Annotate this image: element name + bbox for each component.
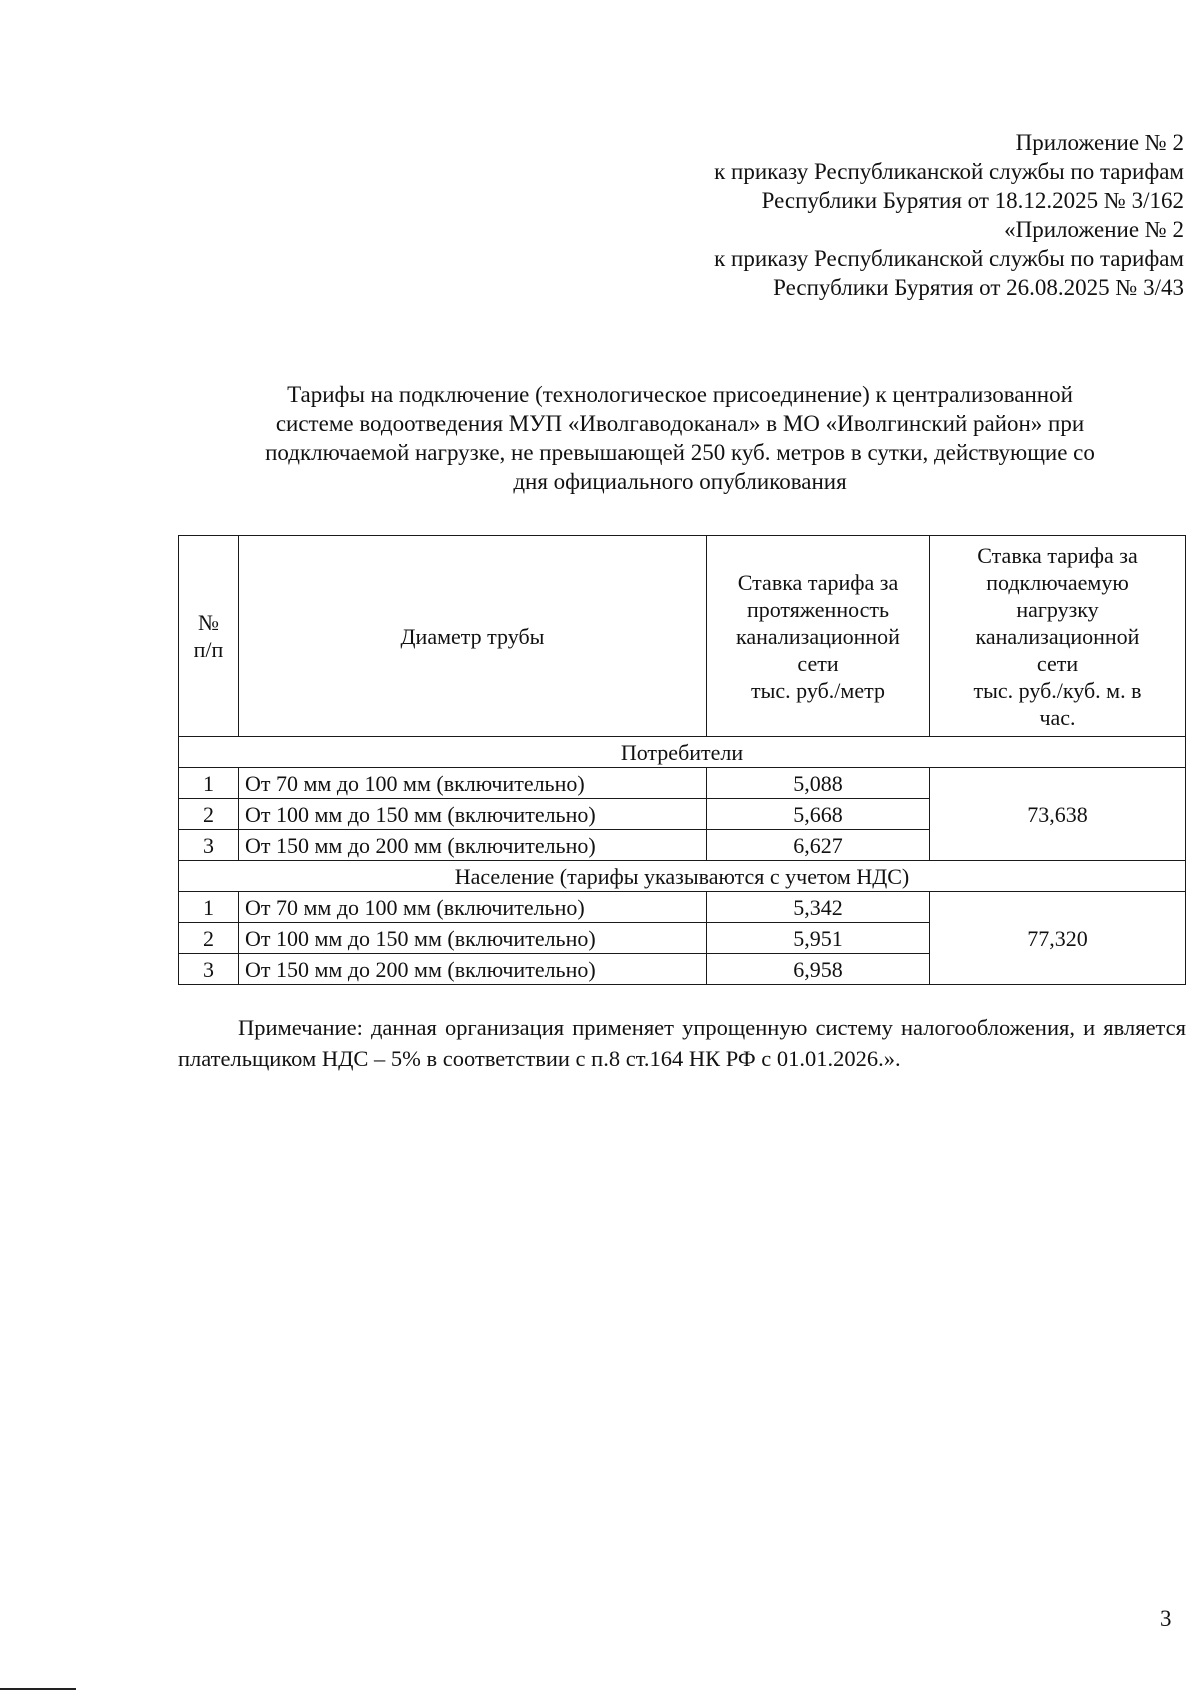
row-num: 2 (179, 923, 239, 954)
header-line: Республики Бурятия от 26.08.2025 № 3/43 (773, 275, 1184, 300)
load-rate-population: 77,320 (930, 892, 1186, 985)
title-line: подключаемой нагрузке, не превышающей 250 куб. метров в сутки, действующие со (265, 440, 1095, 465)
header-length-rate: Ставка тарифа за протяженность канализационной сети тыс. руб./метр (707, 536, 930, 737)
header-line: Республики Бурятия от 18.12.2025 № 3/162 (761, 188, 1184, 213)
load-rate-consumers: 73,638 (930, 768, 1186, 861)
footnote (178, 1012, 1186, 1074)
page-number: 3 (1160, 1606, 1172, 1631)
title-line: системе водоотведения МУП «Иволгаводоканал» в МО «Иволгинский район» при (275, 411, 1085, 436)
footnote-text: Примечание: данная организация применяет упрощенную систему налогообложения, и является плательщиком НДС – 5% в соответствии с п.8 ст.164 НК РФ с 01.01.2026.». (178, 1015, 1186, 1071)
title-line: Тарифы на подключение (технологическое присоединение) к централизованной (287, 382, 1073, 407)
table-row (179, 892, 1186, 923)
group-row-population (179, 861, 1186, 892)
group-title-consumers: Потребители (179, 737, 1186, 768)
row-length-rate: 6,627 (707, 830, 930, 861)
title-line: дня официального опубликования (513, 469, 847, 494)
row-length-rate: 5,342 (707, 892, 930, 923)
table-header-row (179, 536, 1186, 737)
row-length-rate: 5,668 (707, 799, 930, 830)
row-length-rate: 6,958 (707, 954, 930, 985)
header-line: «Приложение № 2 (1004, 217, 1184, 242)
row-diameter: От 100 мм до 150 мм (включительно) (239, 799, 707, 830)
row-diameter: От 70 мм до 100 мм (включительно) (239, 892, 707, 923)
header-num: № п/п (179, 536, 239, 737)
header-line: Приложение № 2 (1015, 130, 1184, 155)
row-diameter: От 100 мм до 150 мм (включительно) (239, 923, 707, 954)
header-diameter: Диаметр трубы (239, 536, 707, 737)
group-row-consumers (179, 737, 1186, 768)
group-title-population: Население (тарифы указываются с учетом НДС) (179, 861, 1186, 892)
header-load-rate: Ставка тарифа за подключаемую нагрузку канализационной сети тыс. руб./куб. м. в час. (930, 536, 1186, 737)
scan-edge-mark (0, 1688, 76, 1690)
appendix-header (560, 128, 1184, 302)
row-length-rate: 5,951 (707, 923, 930, 954)
row-num: 1 (179, 768, 239, 799)
row-num: 1 (179, 892, 239, 923)
tariff-table (178, 535, 1186, 985)
row-diameter: От 70 мм до 100 мм (включительно) (239, 768, 707, 799)
row-num: 2 (179, 799, 239, 830)
document-title (180, 380, 1180, 496)
row-num: 3 (179, 830, 239, 861)
table-row (179, 768, 1186, 799)
header-line: к приказу Республиканской службы по тарифам (714, 159, 1184, 184)
row-num: 3 (179, 954, 239, 985)
row-length-rate: 5,088 (707, 768, 930, 799)
row-diameter: От 150 мм до 200 мм (включительно) (239, 830, 707, 861)
header-line: к приказу Республиканской службы по тарифам (714, 246, 1184, 271)
row-diameter: От 150 мм до 200 мм (включительно) (239, 954, 707, 985)
